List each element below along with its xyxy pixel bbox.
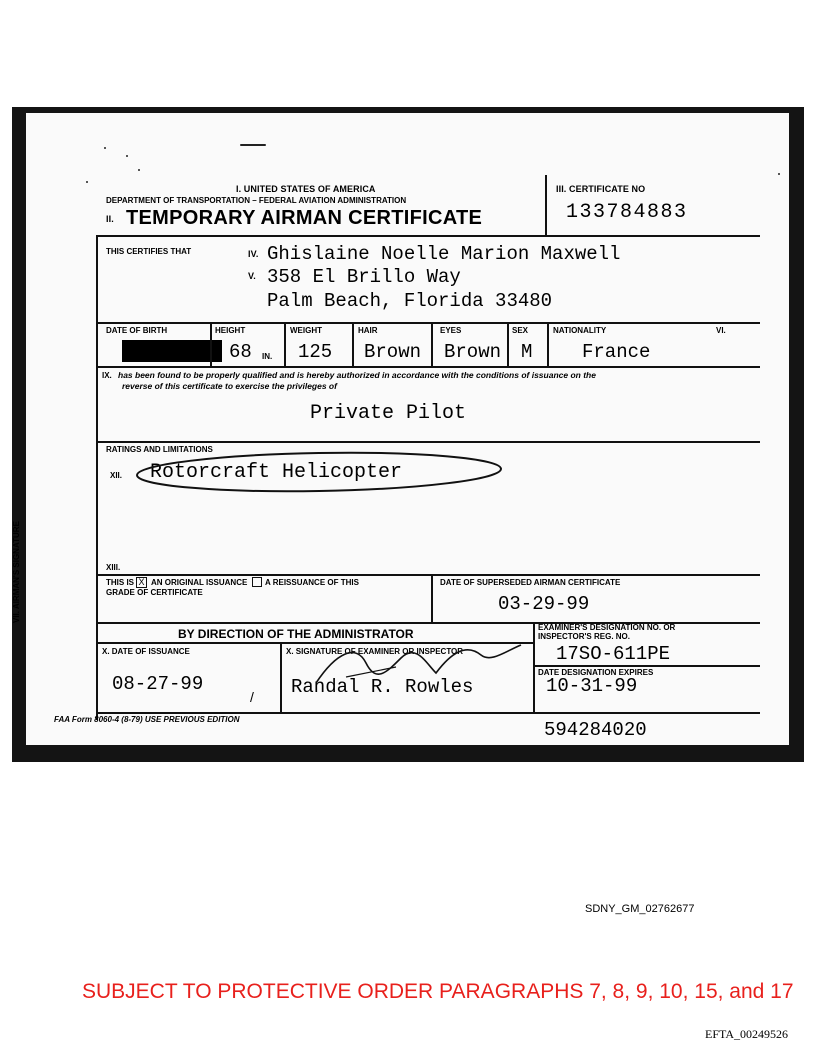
examiner-name: Randal R. Rowles [291,676,474,698]
examiner-label-line-2: INSPECTOR'S REG. NO. [538,632,630,641]
divider [547,322,549,366]
form-number-label: FAA Form 8060-4 (8-79) USE PREVIOUS EDITION [54,715,240,724]
airman-signature-label: VII. AIRMAN'S SIGNATURE [12,521,21,623]
divider [533,665,760,667]
weight-value: 125 [298,341,333,363]
hair-label: HAIR [358,326,378,335]
divider [96,712,760,714]
address-line-1: 358 El Brillo Way [267,266,461,288]
ratings-roman: XII. [110,471,123,480]
height-value: 68 [229,341,252,363]
rating-value: Rotorcraft Helicopter [150,461,403,484]
signature-mark: / [250,689,254,705]
eyes-value: Brown [444,341,502,363]
privilege-value: Private Pilot [310,402,467,425]
rating-circle-mark [131,449,506,495]
date-of-issuance: 08-27-99 [112,673,204,695]
weight-label: WEIGHT [290,326,322,335]
eyes-label: EYES [440,326,462,335]
date-of-issuance-label: X. DATE OF ISSUANCE [102,647,190,656]
signature-label: X. SIGNATURE OF EXAMINER OR INSPECTOR [286,647,464,656]
ratings-label: RATINGS AND LIMITATIONS [106,445,213,454]
designation-expires-label: DATE DESIGNATION EXPIRES [538,668,654,677]
certificate-number: 133784883 [566,201,688,224]
divider [96,574,760,576]
qualified-text-line-2: reverse of this certificate to exercise the privileges of [122,381,337,391]
scan-speck [126,155,128,157]
divider [96,235,760,237]
header-department: DEPARTMENT OF TRANSPORTATION – FEDERAL AVIATION ADMINISTRATION [106,196,407,205]
address-roman: V. [248,271,256,281]
scan-speck [240,144,266,146]
by-direction-label: BY DIRECTION OF THE ADMINISTRATOR [178,627,414,641]
certificate-title: TEMPORARY AIRMAN CERTIFICATE [126,207,483,229]
divider [96,441,760,443]
xiii-roman: XIII. [106,563,121,572]
divider [280,642,282,712]
issuance-original-label: AN ORIGINAL ISSUANCE [151,578,248,587]
sex-label: SEX [512,326,529,335]
divider [96,322,760,324]
superseded-date-value: 03-29-99 [498,593,590,615]
efta-number: EFTA_00249526 [705,1027,789,1041]
date-of-birth-label: DATE OF BIRTH [106,326,168,335]
nationality-label: NATIONALITY [553,326,607,335]
divider [507,322,509,366]
bates-number: SDNY_GM_02762677 [585,903,695,915]
qualified-roman: IX. [102,371,112,380]
examiner-designation: 17SO-611PE [556,643,671,665]
examiner-signature-scribble [306,633,536,693]
divider [545,175,547,237]
issuance-reissuance-label: A REISSUANCE OF THIS [265,578,359,587]
nationality-value: France [582,341,651,363]
certificate-serial: 594284020 [544,719,647,741]
sex-value: M [521,341,533,363]
airman-name: Ghislaine Noelle Marion Maxwell [267,243,621,265]
divider [431,574,433,622]
height-unit: IN. [262,352,273,361]
title-roman: II. [106,214,114,224]
divider [431,322,433,366]
header-agency: I. UNITED STATES OF AMERICA [236,184,376,194]
scan-speck [86,181,88,183]
scan-speck [778,173,780,175]
divider [284,322,286,366]
superseded-date-label: DATE OF SUPERSEDED AIRMAN CERTIFICATE [440,578,621,587]
nationality-roman: VI. [716,326,726,335]
issuance-grade-label: GRADE OF CERTIFICATE [106,588,203,597]
divider [210,322,212,366]
original-issuance-checkbox: X [136,577,147,588]
designation-expires: 10-31-99 [546,675,638,697]
divider [96,366,760,368]
certifies-label: THIS CERTIFIES THAT [106,247,192,256]
examiner-label-line-1: EXAMINER'S DESIGNATION NO. OR [538,623,676,632]
reissuance-checkbox [252,577,262,587]
height-label: HEIGHT [215,326,246,335]
scan-speck [104,147,106,149]
protective-order-notice: SUBJECT TO PROTECTIVE ORDER PARAGRAPHS 7, 8, 9, 10, 15, and 17 [82,980,794,1003]
certificate-number-label: III. CERTIFICATE NO [556,184,646,194]
hair-value: Brown [364,341,422,363]
divider [96,235,98,720]
redaction-box [122,340,222,362]
issuance-this-is: THIS IS [106,578,135,587]
divider [352,322,354,366]
scan-speck [138,169,140,171]
certificate-paper [12,113,789,745]
address-line-2: Palm Beach, Florida 33480 [267,290,553,312]
name-roman: IV. [248,249,259,259]
qualified-text-line-1: has been found to be properly qualified and is hereby authorized in accordance with the conditions of issuance on the [118,370,596,380]
